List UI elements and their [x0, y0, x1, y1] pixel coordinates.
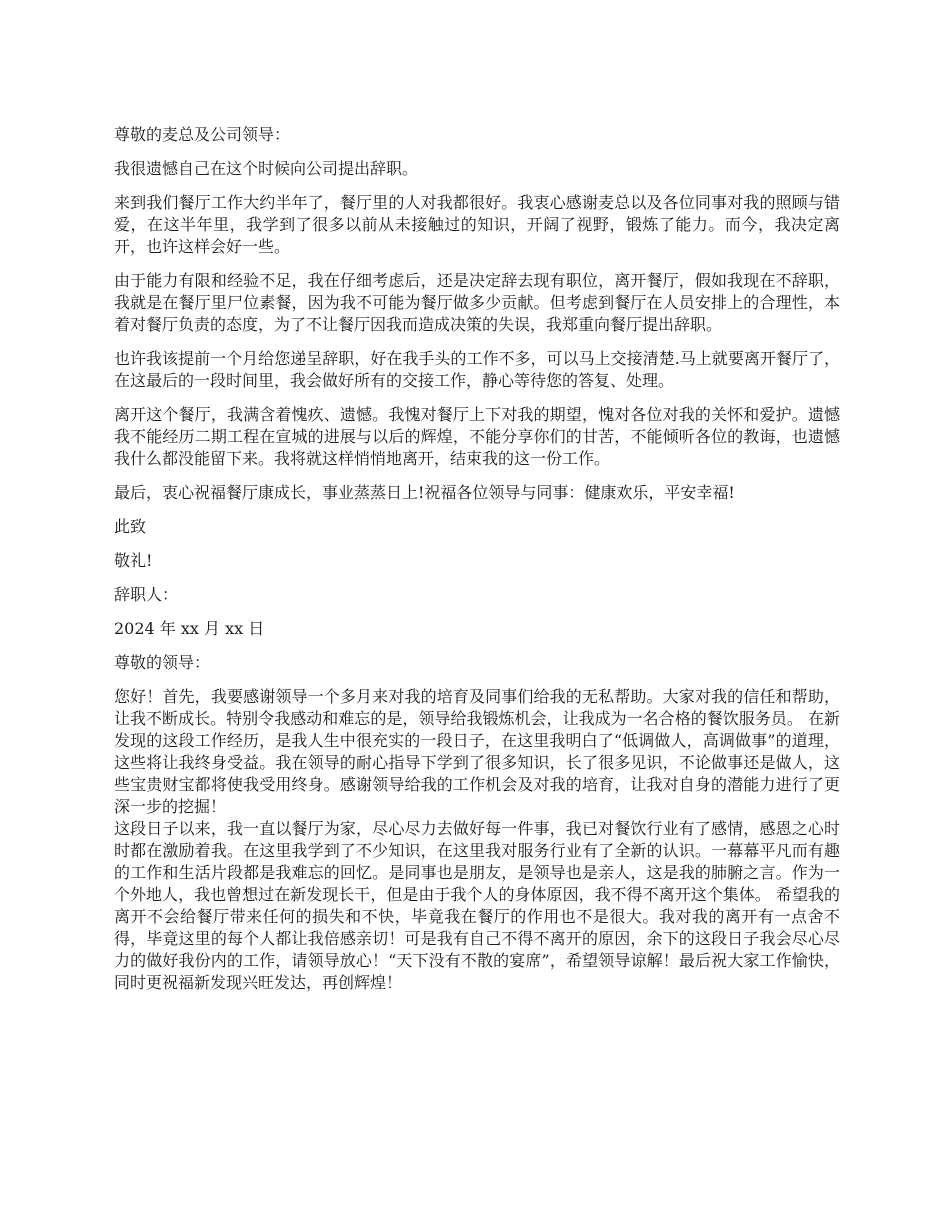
- paragraph-body-3: 也许我该提前一个月给您递呈辞职，好在我手头的工作不多，可以马上交接清楚.马上就要离开餐厅了，在这最后的一段时间里，我会做好所有的交接工作，静心等待您的答复、处理。: [114, 349, 840, 390]
- paragraph-closing-wish: 最后，衷心祝福餐厅康成长，事业蒸蒸日上!祝福各位领导与同事：健康欢乐，平安幸福!: [114, 483, 735, 502]
- letter-page: [114, 124, 840, 994]
- paragraph-body-1: 来到我们餐厅工作大约半年了，餐厅里的人对我都很好。我衷心感谢麦总以及各位同事对我的照顾与错爱，在这半年里，我学到了很多以前从未接触过的知识，开阔了视野，锻炼了能力。而今，我决定离开，也许这样会好一些。: [114, 193, 840, 256]
- paragraph-body-6: 这段日子以来，我一直以餐厅为家，尽心尽力去做好每一件事，我已对餐饮行业有了感情，感恩之心时时都在激励着我。在这里我学到了不少知识，在这里我对服务行业有了全新的认识。一幕幕平凡而有趣的工作和生活片段都是我难忘的回忆。是同事也是朋友，是领导也是亲人，这是我的肺腑之言。作为一个外地人，我也曾想过在新发现长干，但是由于我个人的身体原因，我不得不离开这个集体。 希望我的离开不会给餐厅带来任何的损失和不快，毕竟我在餐厅的作用也不是很大。我对我的离开有一点舍不得，毕竟这里的每个人都让我倍感亲切！可是我有自己不得不离开的原因，余下的这段日子我会尽心尽力的做好我份内的工作，请领导放心！“天下没有不散的宴席”，希望领导谅解！最后祝大家工作愉快，同时更祝福新发现兴旺发达，再创辉煌！: [114, 819, 840, 992]
- signature-label: 辞职人：: [114, 585, 179, 604]
- closing-cizhi: 此致: [114, 517, 147, 536]
- closing-jingli: 敬礼!: [114, 551, 153, 570]
- paragraph-intro: 我很遗憾自己在这个时候向公司提出辞职。: [114, 159, 419, 178]
- letter-date: 2024 年 xx 月 xx 日: [114, 619, 265, 638]
- salutation-1: 尊敬的麦总及公司领导：: [114, 125, 291, 144]
- paragraph-body-2: 由于能力有限和经验不足，我在仔细考虑后，还是决定辞去现有职位，离开餐厅，假如我现在不辞职，我就是在餐厅里尸位素餐，因为我不可能为餐厅做多少贡献。但考虑到餐厅在人员安排上的合理性，本着对餐厅负责的态度，为了不让餐厅因我而造成决策的失误，我郑重向餐厅提出辞职。: [114, 271, 840, 334]
- salutation-2: 尊敬的领导：: [114, 653, 211, 672]
- paragraph-body-4: 离开这个餐厅，我满含着愧疚、遗憾。我愧对餐厅上下对我的期望，愧对各位对我的关怀和爱护。遗憾我不能经历二期工程在宣城的进展与以后的辉煌，不能分享你们的甘苦，不能倾听各位的教诲，也遗憾我什么都没能留下来。我将就这样悄悄地离开，结束我的这一份工作。: [114, 405, 840, 468]
- paragraph-body-5: 您好！首先，我要感谢领导一个多月来对我的培育及同事们给我的无私帮助。大家对我的信任和帮助，让我不断成长。特别令我感动和难忘的是，领导给我锻炼机会，让我成为一名合格的餐饮服务员。 在新发现的这段工作经历，是我人生中很充实的一段日子，在这里我明白了“低调做人，高调做事”的道理，这些将让我终身受益。我在领导的耐心指导下学到了很多知识，长了很多见识，不论做事还是做人，这些宝贵财宝都将使我受用终身。感谢领导给我的工作机会及对我的培育，让我对自身的潜能力进行了更深一步的挖掘！: [114, 687, 840, 816]
